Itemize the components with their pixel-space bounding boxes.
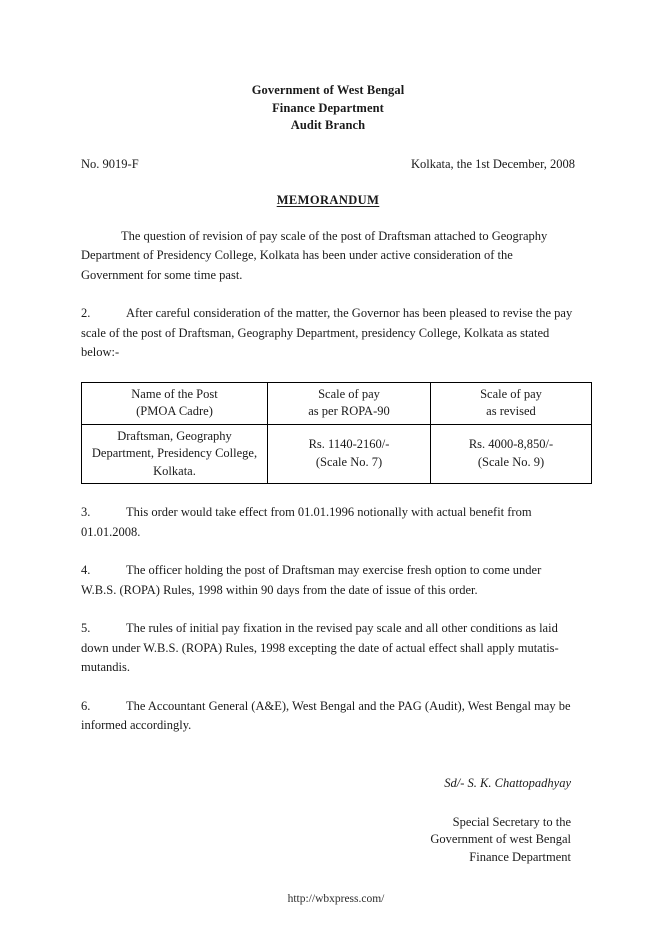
paragraph-3-number: 3. — [81, 505, 91, 519]
column-header-ropa90 — [268, 382, 431, 424]
signatory-designation — [81, 814, 571, 867]
column-header-post — [82, 382, 268, 424]
cell-ropa90-amount: Rs. 1140-2160/- — [308, 437, 390, 452]
paragraph-4-text: The officer holding the post of Draftsman may exercise fresh option to come under W.B.S. (ROPA) Rules, 1998 within 90 days from the date of issue of this order. — [81, 563, 542, 597]
paragraph-6-text: The Accountant General (A&E), West Bengal and the PAG (Audit), West Bengal may be informed accordingly. — [81, 698, 571, 732]
spacer — [81, 542, 575, 561]
signature-block — [81, 774, 575, 867]
paragraph-2-number: 2. — [81, 306, 91, 320]
table-header-row — [82, 382, 592, 424]
paragraph-2-text: After careful consideration of the matter, the Governor has been pleased to revise the pay scale of the post of Draftsman, Geography Department, presidency College, Kolkata as stated below:- — [81, 306, 573, 359]
table-row — [82, 424, 592, 484]
spacer — [81, 678, 575, 697]
footer-source-url[interactable]: http://wbxpress.com/ — [287, 893, 385, 905]
place-and-date: Kolkata, the 1st December, 2008 — [410, 156, 575, 171]
column-header-post-line2: (PMOA Cadre) — [136, 404, 213, 418]
letterhead-branch: Audit Branch — [290, 118, 366, 132]
spacer — [81, 600, 575, 619]
column-header-revised-line2: as revised — [486, 404, 536, 418]
spacer — [81, 484, 575, 503]
designation-line-2: Government of west Bengal — [430, 832, 571, 846]
signed-by: Sd/- S. K. Chattopadhyay — [444, 775, 571, 790]
paragraph-5-text: The rules of initial pay fixation in the revised pay scale and all other conditions as laid down under W.B.S. (ROPA) Rules, 1998 excepting the date of actual effect shall apply mutatis-mutandis. — [81, 621, 559, 674]
document-body — [81, 0, 575, 866]
paragraph-5 — [81, 619, 575, 678]
page-title — [81, 193, 575, 208]
spacer — [81, 285, 575, 304]
paragraph-5-number: 5. — [81, 621, 91, 635]
paragraph-3-text: This order would take effect from 01.01.1996 notionally with actual benefit from 01.01.2008. — [81, 505, 532, 539]
cell-revised-scale-no: (Scale No. 9) — [477, 454, 545, 469]
paragraph-2 — [81, 304, 575, 363]
column-header-ropa90-line2: as per ROPA-90 — [308, 404, 390, 418]
letterhead-department: Finance Department — [272, 100, 384, 115]
designation-line-3: Finance Department — [469, 849, 571, 864]
cell-post-name — [82, 424, 268, 484]
spacer — [81, 208, 575, 227]
cell-revised-amount: Rs. 4000-8,850/- — [468, 437, 554, 452]
letterhead — [81, 82, 575, 135]
column-header-revised — [431, 382, 592, 424]
cell-ropa90-scale — [268, 424, 431, 484]
paragraph-1-text: The question of revision of pay scale of the post of Draftsman attached to Geography Department of Presidency College, Kolkata has been under active consideration of the Government for some time past. — [81, 228, 548, 282]
cell-ropa90-scale-no: (Scale No. 7) — [315, 454, 383, 469]
paragraph-6 — [81, 697, 575, 736]
paragraph-6-number: 6. — [81, 698, 91, 713]
memorandum-heading: MEMORANDUM — [276, 192, 380, 207]
cell-post-name-line1: Draftsman, Geography — [117, 428, 232, 443]
letterhead-government: Government of West Bengal — [251, 83, 405, 97]
paragraph-4-number: 4. — [81, 563, 91, 577]
designation-line-1: Special Secretary to the — [452, 814, 571, 829]
pay-scale-table — [81, 382, 592, 485]
cell-revised-scale — [431, 424, 592, 484]
paragraph-1 — [81, 227, 575, 286]
column-header-ropa90-line1: Scale of pay — [318, 386, 380, 401]
reference-line — [81, 156, 575, 172]
column-header-post-line1: Name of the Post — [131, 386, 218, 401]
cell-post-name-line2: Department, Presidency College, — [91, 446, 258, 460]
column-header-revised-line1: Scale of pay — [480, 386, 542, 401]
memo-number: No. 9019-F — [81, 156, 139, 171]
cell-post-name-line3: Kolkata. — [153, 463, 196, 478]
paragraph-4 — [81, 561, 575, 600]
paragraph-3 — [81, 503, 575, 542]
